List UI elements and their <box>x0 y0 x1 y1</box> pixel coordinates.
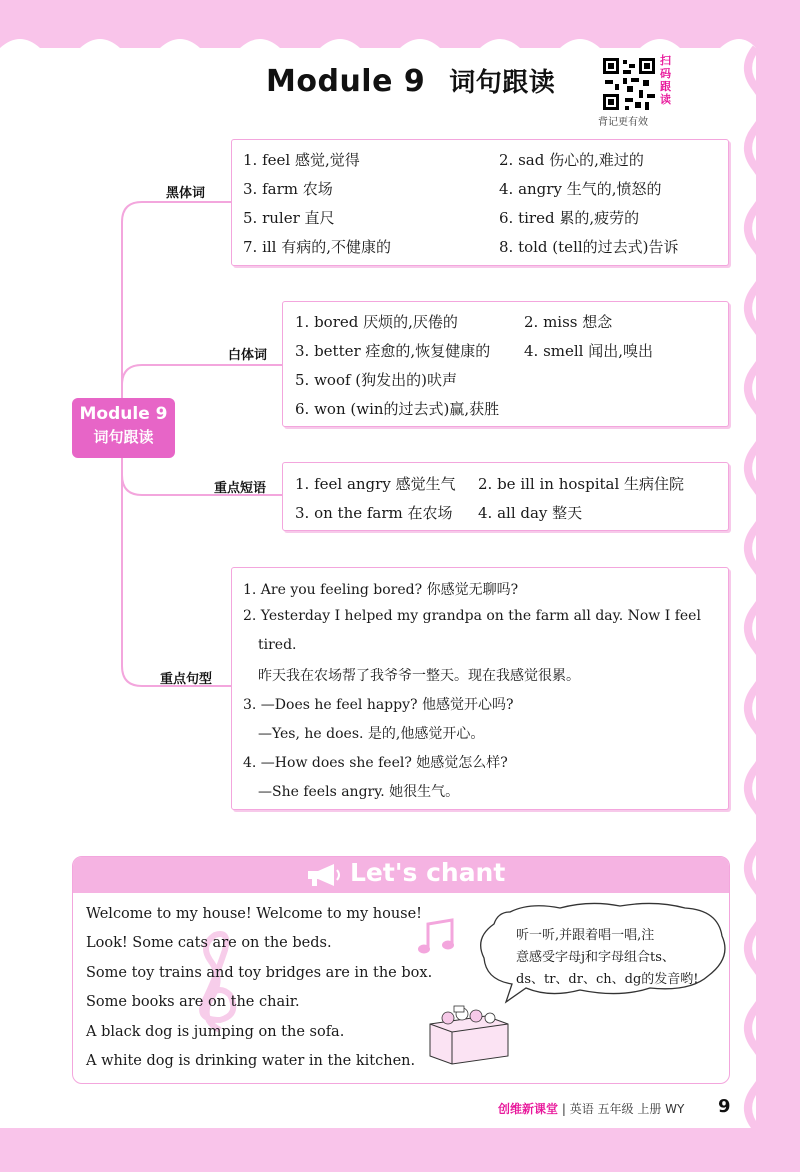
sentence-line: 4. —How does she feel? 她感觉怎么样? <box>243 755 508 771</box>
qr-caption: 背记更有效 <box>598 117 648 128</box>
vocab-item: 5. ruler 直尺 <box>243 209 335 227</box>
section-label-bold-words: 黑体词 <box>166 186 206 201</box>
chant-line: Some books are on the chair. <box>86 994 300 1010</box>
vocab-item: 1. bored 厌烦的,厌倦的 <box>295 313 458 331</box>
sentence-line: 昨天我在农场帮了我爷爷一整天。现在我感觉很累。 <box>258 668 580 684</box>
chant-line: Look! Some cats are on the beds. <box>86 935 332 951</box>
vocab-item: 3. better 痊愈的,恢复健康的 <box>295 342 491 360</box>
qr-side-char: 码 <box>660 67 671 80</box>
bubble-line: 听一听,并跟着唱一唱,注 <box>516 928 655 943</box>
toy-box-illustration <box>424 1002 514 1068</box>
vocab-item: 6. tired 累的,疲劳的 <box>499 209 640 227</box>
center-tag-line1: Module 9 <box>79 404 168 424</box>
section-label-phrases: 重点短语 <box>214 481 267 496</box>
footer-separator: | <box>561 1102 566 1116</box>
vocab-item: 4. angry 生气的,愤怒的 <box>499 180 662 198</box>
module-center-tag <box>72 398 175 458</box>
sentence-line: —Yes, he does. 是的,他感觉开心。 <box>258 726 485 742</box>
chant-line: Welcome to my house! Welcome to my house! <box>86 906 423 922</box>
page-footer <box>498 1100 684 1117</box>
sentence-line: 2. Yesterday I helped my grandpa on the farm all day. Now I feel <box>243 608 701 624</box>
vocab-item: 2. miss 想念 <box>524 313 613 331</box>
vocab-item: 4. smell 闻出,嗅出 <box>524 342 654 360</box>
chant-line: A white dog is drinking water in the kitchen. <box>86 1053 416 1069</box>
vocab-item: 6. won (win的过去式)赢,获胜 <box>295 400 500 418</box>
center-tag-line2: 词句跟读 <box>93 428 154 446</box>
sentence-line: —She feels angry. 她很生气。 <box>258 784 460 800</box>
sentences-box <box>231 567 729 810</box>
title-english: Module 9 <box>266 64 426 99</box>
chant-line: Some toy trains and toy bridges are in the box. <box>86 965 433 981</box>
bubble-line: ds、tr、dr、ch、dg的发音哟! <box>516 972 699 987</box>
title-chinese: 词句跟读 <box>449 68 556 98</box>
vocab-item: 8. told (tell的过去式)告诉 <box>499 238 679 256</box>
megaphone-icon <box>304 862 344 888</box>
vocab-item: 1. feel 感觉,觉得 <box>243 151 360 169</box>
bubble-line: 意感受字母j和字母组合ts、 <box>516 950 675 965</box>
phrase-item: 3. on the farm 在农场 <box>295 504 453 522</box>
sentence-line: 1. Are you feeling bored? 你感觉无聊吗? <box>243 582 519 598</box>
section-label-plain-words: 白体词 <box>228 348 268 363</box>
phrase-item: 4. all day 整天 <box>478 504 583 522</box>
vocab-item: 7. ill 有病的,不健康的 <box>243 238 392 256</box>
qr-side-char: 扫 <box>660 54 671 67</box>
qr-side-char: 读 <box>660 93 671 106</box>
footer-brand: 创维新课堂 <box>498 1102 559 1116</box>
chant-title: Let's chant <box>350 858 506 887</box>
chant-line: A black dog is jumping on the sofa. <box>86 1024 345 1040</box>
vocab-item: 2. sad 伤心的,难过的 <box>499 151 644 169</box>
vocab-item: 5. woof (狗发出的)吠声 <box>295 371 458 389</box>
sentence-line: tired. <box>258 637 297 653</box>
footer-info: 英语 五年级 上册 WY <box>569 1102 685 1116</box>
qr-side-char: 跟 <box>660 80 671 93</box>
vocab-item: 3. farm 农场 <box>243 180 333 198</box>
section-label-sentences: 重点句型 <box>160 672 213 687</box>
phrase-item: 1. feel angry 感觉生气 <box>295 475 456 493</box>
sentence-line: 3. —Does he feel happy? 他感觉开心吗? <box>243 697 514 713</box>
music-note-icon <box>416 916 458 958</box>
page-number: 9 <box>718 1096 731 1117</box>
phrase-item: 2. be ill in hospital 生病住院 <box>478 475 685 493</box>
